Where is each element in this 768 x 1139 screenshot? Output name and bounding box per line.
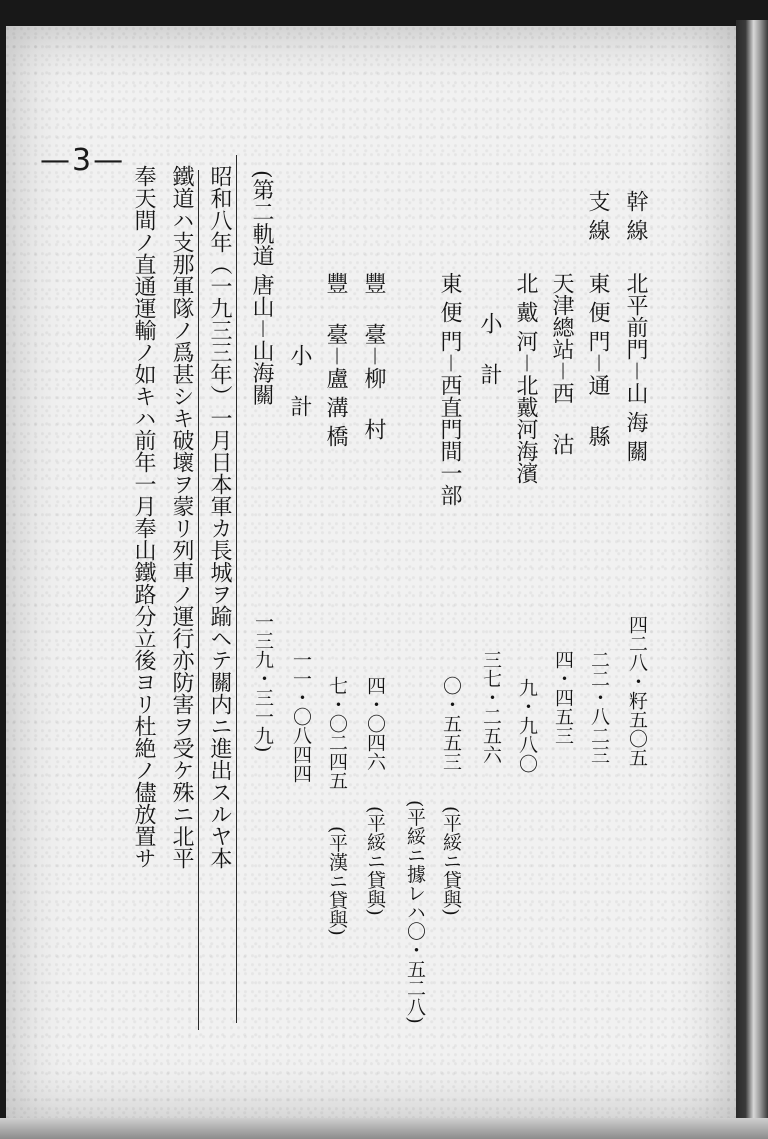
col-2-label: 支 線 xyxy=(585,190,610,241)
page-edge xyxy=(736,20,768,1139)
margin-rule xyxy=(236,155,237,1023)
paragraph-line-1: 昭和八年（一九三三年）一月日本軍カ長城ヲ踰ヘテ關内ニ進出スルヤ本 xyxy=(207,165,232,869)
col-6-distance: 〇・五五三 xyxy=(440,676,462,771)
col-2-distance: 二二・八二三 xyxy=(588,650,610,764)
col-9-route: 豐 臺－盧 溝 橋 xyxy=(323,272,348,447)
paragraph-line-3: 奉天間ノ直通運輸ノ如キハ前年一月奉山鐵路分立後ヨリ杜絶ノ儘放置サ xyxy=(131,165,156,869)
col-8-route: 豐 臺－柳 村 xyxy=(361,272,386,440)
col-11-route: (第二軌道 唐山－山海關 xyxy=(249,170,274,406)
col-4-route: 北 戴 河－北戴河海濱 xyxy=(513,272,538,484)
col-4-distance: 九・九八〇 xyxy=(516,678,538,773)
col-5-route: 小 計 xyxy=(477,290,502,385)
col-9-note: (平漢ニ貸與) xyxy=(326,826,348,936)
margin-rule xyxy=(198,170,199,1030)
col-1-label: 幹 線 xyxy=(623,190,648,241)
col-3-route: 天津總站－西 沽 xyxy=(549,272,574,455)
col-5-distance: 三七・二五六 xyxy=(480,650,502,764)
scan-bottom-strip xyxy=(0,1118,768,1139)
col-1-distance: 四二八・籽五〇五 xyxy=(626,615,648,767)
paragraph-line-2: 鐵道ハ支那軍隊ノ爲甚シキ破壞ヲ蒙リ列車ノ運行亦防害ヲ受ケ殊ニ北平 xyxy=(169,165,194,869)
col-8-note: (平綏ニ貸與) xyxy=(364,806,386,916)
col-11-distance: 一三九・三一九) xyxy=(252,612,274,753)
page-number: —3— xyxy=(40,143,126,178)
col-6-note: (平綏ニ貸與) xyxy=(440,806,462,916)
col-6-route: 東 便 門－西直門間一部 xyxy=(437,272,462,506)
col-9-distance: 七・〇二四五 xyxy=(326,676,348,790)
col-8-distance: 四・〇四六 xyxy=(364,676,386,771)
col-10-distance: 一一・〇八四四 xyxy=(290,650,312,783)
col-1-route: 北平前門－山 海 關 xyxy=(623,272,648,462)
col-7-note: (平綏ニ據レハ〇・五二八) xyxy=(404,800,426,1024)
col-3-distance: 四・四五三 xyxy=(552,650,574,745)
col-10-route: 小 計 xyxy=(287,300,312,417)
col-2-route: 東 便 門－通 縣 xyxy=(585,272,610,447)
